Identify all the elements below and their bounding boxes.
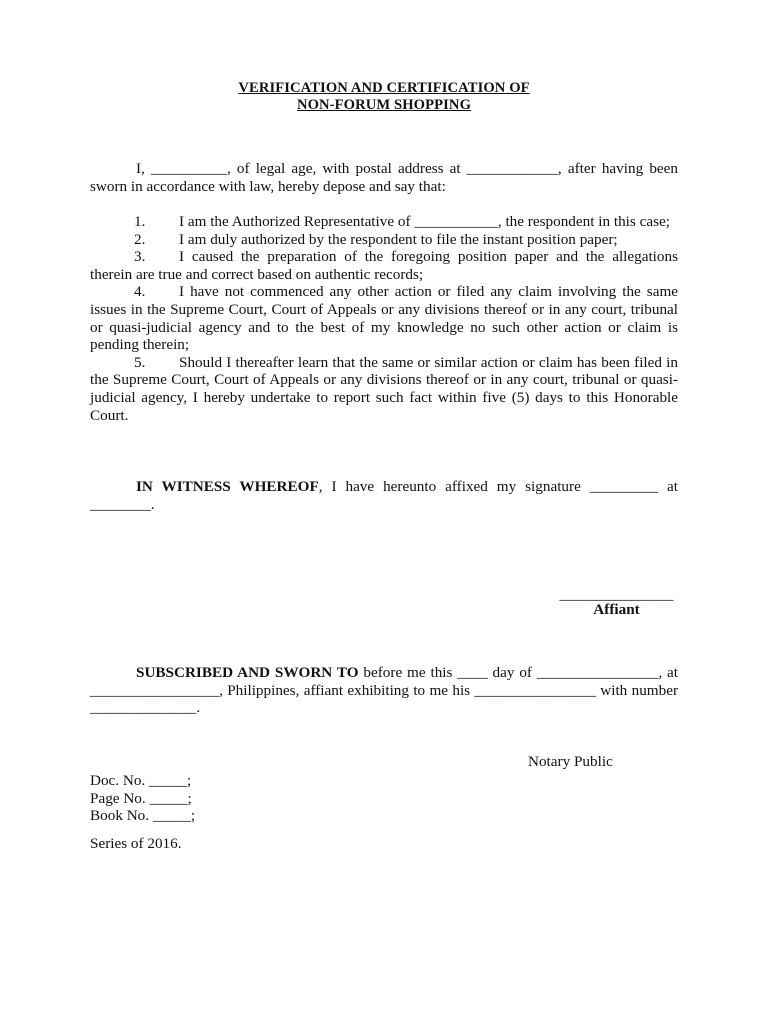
document-title-line-2: NON-FORUM SHOPPING	[296, 97, 472, 113]
statement-text: I have not commenced any other action or filed any claim involving the same issues in the Supreme Court, Court of Appeals or any divisions thereof or in any court, tribunal or quasi-judicial agency and to the best of my knowledge no such other action or claim is pending therein;	[90, 283, 678, 354]
statement-number: 2.	[134, 230, 146, 248]
statement-number: 1.	[134, 213, 146, 230]
notary-public-label: Notary Public	[528, 753, 613, 770]
statement-number: 5.	[134, 353, 146, 371]
statement-item-3	[90, 248, 678, 283]
intro-paragraph-block	[90, 160, 678, 195]
witness-heading: IN WITNESS WHEREOF	[136, 478, 319, 495]
statement-item-4	[90, 283, 678, 353]
affiant-signature-line: _______________	[559, 586, 674, 603]
affiant-label: Affiant	[593, 601, 640, 618]
statement-number: 3.	[134, 248, 146, 266]
statement-text: I caused the preparation of the foregoing position paper and the allegations therein are true and correct based on authentic records;	[90, 248, 678, 283]
series-year: Series of 2016.	[90, 835, 182, 852]
witness-text: , I have hereunto affixed my signature _________ at ________.	[90, 478, 678, 513]
jurat-text: before me this ____ day of ________________, at _________________, Philippines, affiant exhibiting to me his ________________ with number ______________.	[90, 664, 678, 717]
statement-text: Should I thereafter learn that the same or similar action or claim has been filed in the Supreme Court, Court of Appeals or any divisions thereof or in any court, tribunal or quasi-judicial agency, I hereby undertake to report such fact within five (5) days to this Honorable Court.	[90, 353, 678, 424]
statement-item-1	[90, 213, 678, 231]
witness-paragraph	[90, 478, 678, 513]
intro-paragraph: I, __________, of legal age, with postal address at ____________, after having been sworn in accordance with law, hereby depose and say that:	[90, 160, 678, 195]
notarial-register-block	[90, 772, 195, 825]
document-title-line-1: VERIFICATION AND CERTIFICATION OF	[238, 80, 530, 96]
page-number: Page No. _____;	[90, 789, 192, 807]
doc-number: Doc. No. _____;	[90, 772, 192, 789]
jurat-paragraph	[90, 664, 678, 717]
jurat-heading: SUBSCRIBED AND SWORN TO	[136, 664, 359, 681]
witness-block	[90, 478, 678, 513]
numbered-statements	[90, 213, 678, 424]
statement-item-2	[90, 231, 678, 249]
jurat-block	[90, 664, 678, 717]
statement-text: I am duly authorized by the respondent to file the instant position paper;	[179, 230, 618, 248]
statement-text: I am the Authorized Representative of ___________, the respondent in this case;	[179, 213, 670, 230]
book-number: Book No. _____;	[90, 807, 196, 825]
statement-number: 4.	[134, 283, 146, 301]
statement-item-5	[90, 354, 678, 424]
